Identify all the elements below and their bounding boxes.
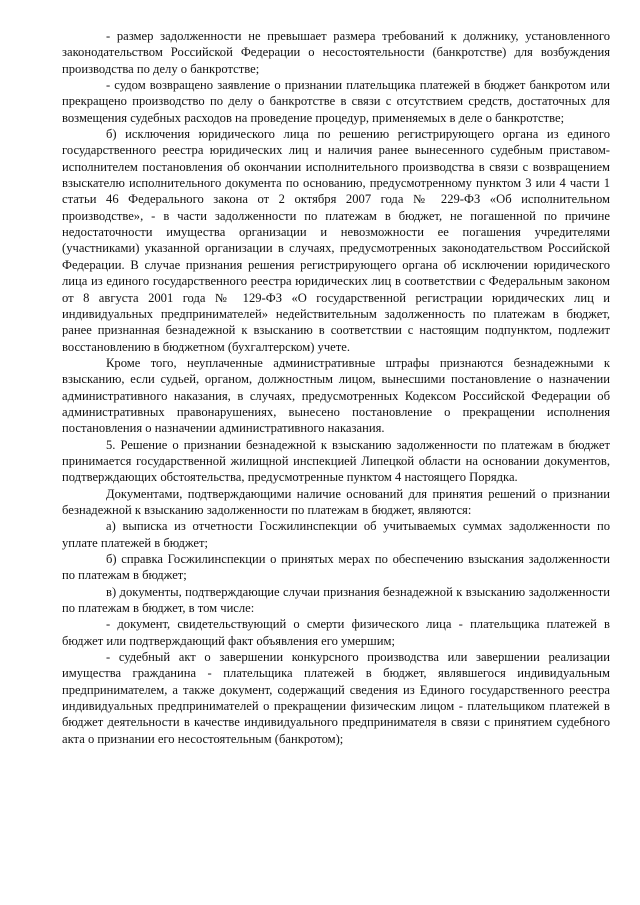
paragraph-bankruptcy-returned: - судом возвращено заявление о признании плательщика платежей в бюджет банкротом или прекращено производство по делу о банкротстве в связи с отсутствием средств, достаточных для возмещения судебных расходов на проведение процедур, применяемых в деле о банкротстве;	[62, 78, 610, 125]
paragraph-administrative-fines: Кроме того, неуплаченные административные штрафы признаются безнадежными к взысканию, если судьей, органом, должностным лицом, вынесшими постановление о назначении административного наказания, в случаях, предусмотренных Кодексом Российской Федерации об административных правонарушениях, вынесено постановление о прекращении исполнения постановления о назначении административного наказания.	[62, 355, 610, 436]
paragraph-item-a: а) выписка из отчетности Госжилинспекции об учитываемых суммах задолженности по уплате платежей в бюджет;	[62, 519, 610, 550]
paragraph-court-act: - судебный акт о завершении конкурсного производства или завершении реализации имущества гражданина - плательщика платежей в бюджет, являвшегося индивидуальным предпринимателем, а также документ, содержащий сведения из Единого государственного реестра индивидуальных предпринимателей о прекращении физическим лицом - плательщиком платежей в бюджет деятельности в качестве индивидуального предпринимателя в связи с принятием судебного акта о признании его несостоятельным (банкротом);	[62, 650, 610, 746]
paragraph-death-document: - документ, свидетельствующий о смерти физического лица - плательщика платежей в бюджет или подтверждающий факт объявления его умершим;	[62, 617, 610, 648]
paragraph-confirming-documents: Документами, подтверждающими наличие оснований для принятия решений о признании безнадежной к взысканию задолженности по платежам в бюджет, являются:	[62, 486, 610, 517]
paragraph-legal-entity-exclusion: б) исключения юридического лица по решению регистрирующего органа из единого государственного реестра юридических лиц и наличия ранее вынесенного судебным приставом-исполнителем постановления об окончании исполнительного производства в связи с возвращением взыскателю исполнительного документа по основанию, предусмотренному пунктом 3 или 4 части 1 статьи 46 Федерального закона от 2 октября 2007 года № 229-ФЗ «Об исполнительном производстве», - в части задолженности по платежам в бюджет, не погашенной по причине недостаточности имущества организации и невозможности ее погашения учредителями (участниками) указанной организации в случаях, предусмотренных законодательством Российской Федерации. В случае признания решения регистрирующего органа об исключении юридического лица из единого государственного реестра юридических лиц в соответствии с Федеральным законом от 8 августа 2001 года № 129-ФЗ «О государственной регистрации юридических лиц и индивидуальных предпринимателей» недействительным задолженность по платежам в бюджет, ранее признанная безнадежной к взысканию в соответствии с настоящим подпунктом, подлежит восстановлению в бюджетном (бухгалтерском) учете.	[62, 127, 610, 354]
document-page	[62, 28, 610, 747]
paragraph-item-v: в) документы, подтверждающие случаи признания безнадежной к взысканию задолженности по платежам в бюджет, в том числе:	[62, 584, 610, 616]
paragraph-item-b: б) справка Госжилинспекции о принятых мерах по обеспечению взыскания задолженности по платежам в бюджет;	[62, 552, 610, 583]
paragraph-debt-threshold: - размер задолженности не превышает размера требований к должнику, установленного законодательством Российской Федерации о несостоятельности (банкротстве) для возбуждения производства по делу о банкротстве;	[62, 29, 610, 76]
paragraph-point-5-decision: 5. Решение о признании безнадежной к взысканию задолженности по платежам в бюджет принимается государственной жилищной инспекцией Липецкой области на основании документов, подтверждающих обстоятельства, предусмотренные пунктом 4 настоящего Порядка.	[62, 437, 610, 485]
